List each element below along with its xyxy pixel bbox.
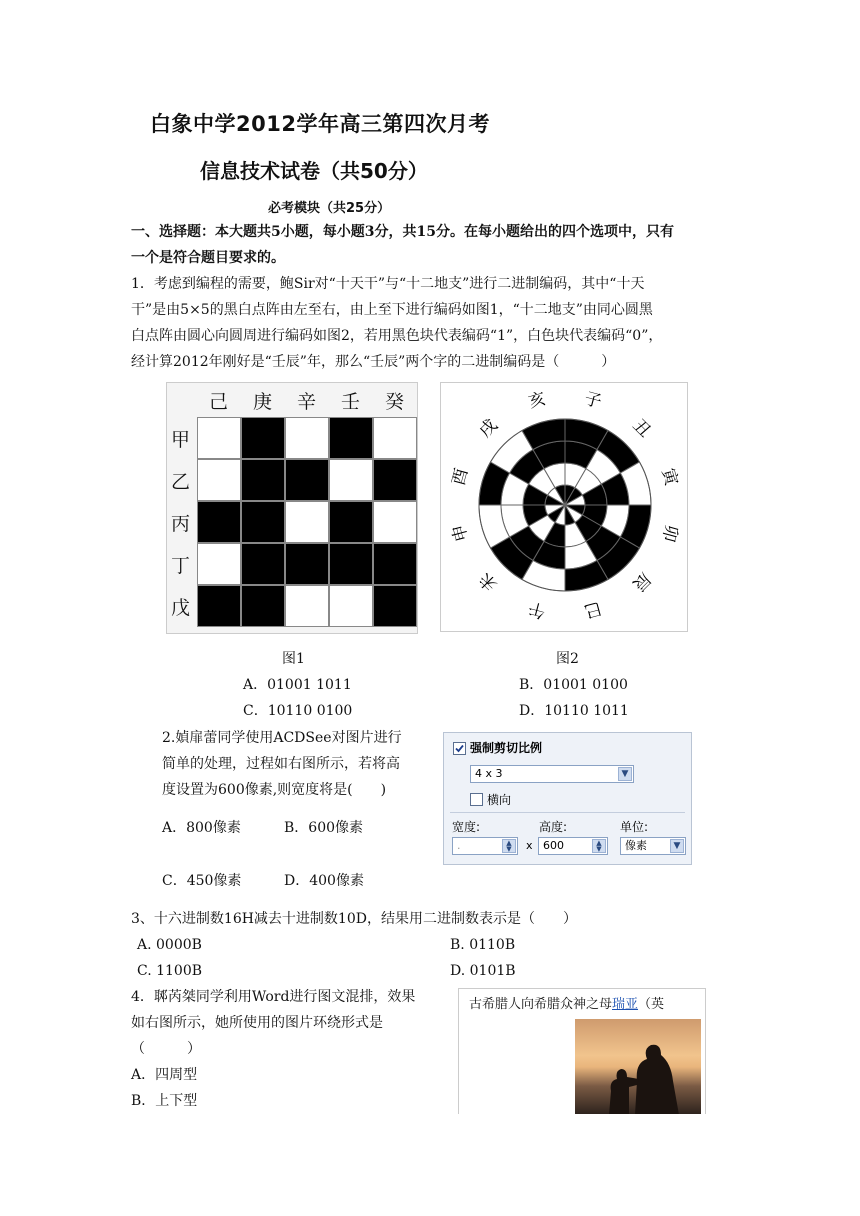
unit-label: 单位: (620, 820, 649, 834)
landscape-checkbox[interactable] (470, 793, 483, 806)
row-header: 甲 (171, 429, 191, 451)
grid-cell (241, 501, 285, 543)
spinner-icon[interactable]: ▲ ▼ (502, 839, 516, 853)
check-icon (454, 743, 465, 754)
row-header: 乙 (171, 471, 191, 493)
grid-cell (373, 585, 417, 627)
grid-cell (197, 543, 241, 585)
module-heading: 必考模块（共25分） (268, 201, 391, 216)
wheel-label: 亥 (526, 388, 548, 413)
q4-line: 4．郰芮桀同学利用Word进行图文混排，效果 (131, 989, 416, 1005)
height-input[interactable]: 600 ▲ ▼ (538, 837, 608, 855)
exam-subtitle: 信息技术试卷（共50分） (200, 159, 428, 183)
q2-line: 简单的处理，过程如右图所示，若将高 (162, 756, 400, 772)
height-label: 高度: (539, 820, 568, 834)
q3-option-a: A. 0000B (137, 937, 202, 953)
landscape-label: 横向 (487, 793, 512, 807)
sample-link[interactable]: 瑞亚 (612, 997, 639, 1012)
q2-option-b: B．600像素 (284, 820, 364, 836)
unit-select[interactable]: 像素 ▼ (620, 837, 686, 855)
grid-cell (241, 459, 285, 501)
column-header: 己 (209, 391, 229, 413)
grid-cell (329, 501, 373, 543)
q2-option-d: D．400像素 (284, 873, 364, 889)
acdsee-crop-panel (443, 732, 692, 865)
figure-2-circle (440, 382, 688, 632)
wheel-label: 寅 (657, 466, 682, 488)
q1-line: 1．考虑到编程的需要，鲍Sir对“十天干”与“十二地支”进行二进制编码，其中“十天 (131, 276, 645, 292)
q4-option-b: B．上下型 (131, 1093, 198, 1109)
grid-cell (285, 459, 329, 501)
spinner-icon[interactable]: ▲ ▼ (592, 839, 606, 853)
q2-line: 度设置为600像素,则宽度将是( ) (162, 782, 387, 798)
width-label: 宽度: (452, 820, 481, 834)
wheel-label: 巳 (582, 597, 604, 622)
q1-option-c: C．10110 0100 (243, 703, 353, 719)
chevron-down-icon: ▼ (670, 839, 684, 853)
grid-cell (241, 543, 285, 585)
grid-cell (373, 417, 417, 459)
wheel-label: 未 (475, 568, 502, 595)
grid-cell (329, 543, 373, 585)
q1-option-b: B．01001 0100 (519, 677, 628, 693)
figure-2-caption: 图2 (556, 651, 579, 667)
wheel-label: 子 (582, 388, 604, 413)
grid-cell (373, 501, 417, 543)
figure-1-grid (166, 382, 418, 634)
section-heading-line2: 一个是符合题目要求的。 (131, 250, 285, 266)
q1-option-a: A．01001 1011 (243, 677, 352, 693)
grid-cell (329, 417, 373, 459)
q1-line: 经计算2012年刚好是“壬辰”年，那么“壬辰”两个字的二进制编码是（ ） (131, 354, 616, 370)
grid-cell (197, 585, 241, 627)
column-header: 辛 (297, 391, 317, 413)
q3-option-b: B. 0110B (450, 937, 516, 953)
wheel-label: 酉 (448, 466, 473, 488)
q4-option-a: A．四周型 (131, 1067, 198, 1083)
q1-line: 干”是由5×5的黑白点阵由左至右，由上至下进行编码如图1，“十二地支”由同心圆黑 (131, 302, 653, 318)
q1-line: 白点阵由圆心向圆周进行编码如图2，若用黑色块代表编码“1”，白色块代表编码“0”， (131, 328, 663, 344)
grid-cell (285, 543, 329, 585)
grid-cell (329, 459, 373, 501)
grid-cell (197, 501, 241, 543)
grid-cell (241, 585, 285, 627)
grid-cell (285, 501, 329, 543)
grid-cell (197, 417, 241, 459)
grid-cell (285, 417, 329, 459)
grid-cell (241, 417, 285, 459)
row-header: 戊 (171, 597, 191, 619)
ratio-select[interactable] (470, 765, 634, 783)
q3-text: 3、十六进制数16H减去十进制数10D，结果用二进制数表示是（ ） (131, 911, 577, 927)
divider (450, 812, 685, 813)
figure-1-caption: 图1 (282, 651, 305, 667)
crop-ratio-checkbox[interactable] (453, 742, 466, 755)
q4-line: 如右图所示，她所使用的图片环绕形式是 (131, 1015, 383, 1031)
wheel-label: 辰 (628, 568, 655, 595)
q3-option-d: D. 0101B (450, 963, 516, 979)
row-header: 丁 (171, 555, 191, 577)
sample-text: 古希腊人向希腊众神之母瑞亚（英 (469, 997, 665, 1012)
q4-line: （ ） (131, 1041, 201, 1057)
grid-cell (373, 459, 417, 501)
column-header: 癸 (385, 391, 405, 413)
q1-option-d: D．10110 1011 (519, 703, 629, 719)
crop-ratio-label: 强制剪切比例 (470, 741, 543, 755)
silhouette-icon (575, 1019, 701, 1114)
grid-cell (197, 459, 241, 501)
grid-cell (329, 585, 373, 627)
column-header: 庚 (253, 391, 273, 413)
grid-cell (285, 585, 329, 627)
q2-option-c: C．450像素 (162, 873, 242, 889)
times-sign: x (526, 839, 533, 852)
chevron-down-icon: ▼ (618, 767, 632, 781)
q2-line: 2.媜扉蕾同学使用ACDSee对图片进行 (162, 730, 402, 746)
wheel-label: 申 (448, 522, 473, 544)
column-header: 壬 (341, 391, 361, 413)
wheel-label: 丑 (628, 415, 655, 442)
ratio-value: 4 x 3 (475, 767, 503, 780)
sample-photo (575, 1019, 701, 1114)
word-wrap-sample (458, 988, 706, 1114)
grid-cell (373, 543, 417, 585)
section-heading-line1: 一、选择题：本大题共5小题，每小题3分，共15分。在每小题给出的四个选项中，只有 (131, 224, 674, 240)
wheel-label: 戌 (475, 415, 502, 442)
q3-option-c: C. 1100B (137, 963, 203, 979)
width-input[interactable]: . ▲ ▼ (452, 837, 518, 855)
wheel-label: 卯 (657, 522, 682, 544)
wheel-label: 午 (526, 597, 548, 622)
exam-title: 白象中学2012学年高三第四次月考 (150, 112, 490, 136)
q2-option-a: A．800像素 (162, 820, 241, 836)
row-header: 丙 (171, 513, 191, 535)
